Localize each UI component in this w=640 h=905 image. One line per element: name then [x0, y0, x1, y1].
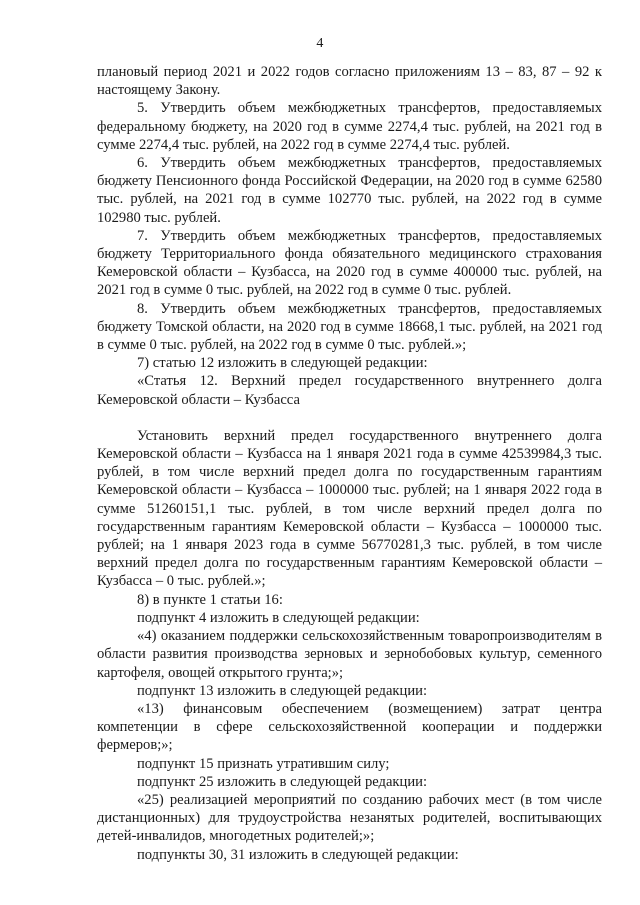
paragraph-amendment-7: 7) статью 12 изложить в следующей редакции: — [137, 355, 428, 372]
paragraph-subitem-15: подпункт 15 признать утратившим силу; — [137, 755, 390, 772]
paragraph-amendment-8: 8) в пункте 1 статьи 16: — [137, 591, 283, 608]
spacer — [97, 409, 602, 427]
paragraph-continuation: плановый период 2021 и 2022 годов согласно приложениям 13 – 83, 87 – 92 к настоящему Закону. — [97, 64, 602, 99]
paragraph-item-7: 7. Утвердить объем межбюджетных трансфертов, предоставляемых бюджету Территориального фонда обязательного медицинского страхования Кемеровской области – Кузбасса, на 2020 год в сумме 400000 тыс. рублей, на 2021 год в сумме 0 тыс. рублей, на 2022 год в сумме 0 тыс. рублей. — [97, 227, 602, 299]
paragraph-subitem-25-text: «25) реализацией мероприятий по созданию рабочих мест (в том числе дистанционных) для трудоустройства незанятых родителей, воспитывающих детей-инвалидов, многодетных родителей;»; — [97, 791, 602, 845]
article-12-heading: «Статья 12. Верхний предел государственного внутреннего долга Кемеровской области – Кузбасса — [97, 373, 602, 408]
article-12-body: Установить верхний предел государственного внутреннего долга Кемеровской области – Кузбасса на 1 января 2021 года в сумме 42539984,3 тыс. рублей, в том числе верхний предел долга по государственным гарантиям Кемеровской области – Кузбасса – 1000000 тыс. рублей; на 1 января 2022 года в сумме 51260151,1 тыс. рублей, в том числе верхний предел долга по государственным гарантиям Кемеровской области – Кузбасса – 1000000 тыс. рублей; на 1 января 2023 года в сумме 56770281,3 тыс. рублей, в том числе верхний предел долга по государственным гарантиям Кемеровской области – Кузбасса – 0 тыс. рублей.»; — [97, 427, 602, 590]
paragraph-item-6: 6. Утвердить объем межбюджетных трансфертов, предоставляемых бюджету Пенсионного фонда Российской Федерации, на 2020 год в сумме 62580 тыс. рублей, на 2021 год в сумме 102770 тыс. рублей, на 2022 год в сумме 102980 тыс. рублей. — [97, 155, 602, 226]
paragraph-subitem-4-intro: подпункт 4 изложить в следующей редакции: — [137, 609, 420, 626]
document-body — [97, 63, 602, 864]
paragraph-subitems-30-31-intro: подпункты 30, 31 изложить в следующей редакции: — [137, 846, 459, 863]
paragraph-subitem-25-intro: подпункт 25 изложить в следующей редакции: — [137, 773, 428, 790]
paragraph-subitem-13-text: «13) финансовым обеспечением (возмещением) затрат центра компетенции в сфере сельскохозяйственной кооперации и поддержки фермеров;»; — [97, 700, 602, 754]
paragraph-subitem-13-intro: подпункт 13 изложить в следующей редакции: — [137, 682, 428, 699]
paragraph-item-8: 8. Утвердить объем межбюджетных трансфертов, предоставляемых бюджету Томской области, на 2020 год в сумме 18668,1 тыс. рублей, на 2021 год в сумме 0 тыс. рублей, на 2022 год в сумме 0 тыс. рублей.»; — [97, 300, 602, 354]
paragraph-item-5: 5. Утвердить объем межбюджетных трансфертов, предоставляемых федеральному бюджету, на 2020 год в сумме 2274,4 тыс. рублей, на 2021 год в сумме 2274,4 тыс. рублей, на 2022 год в сумме 2274,4 тыс. рублей. — [97, 100, 602, 153]
paragraph-subitem-4-text: «4) оказанием поддержки сельскохозяйственным товаропроизводителям в области развития производства зерновых и зернобобовых культур, семенного картофеля, овощей открытого грунта;»; — [97, 628, 602, 681]
page-number: 4 — [316, 36, 324, 51]
